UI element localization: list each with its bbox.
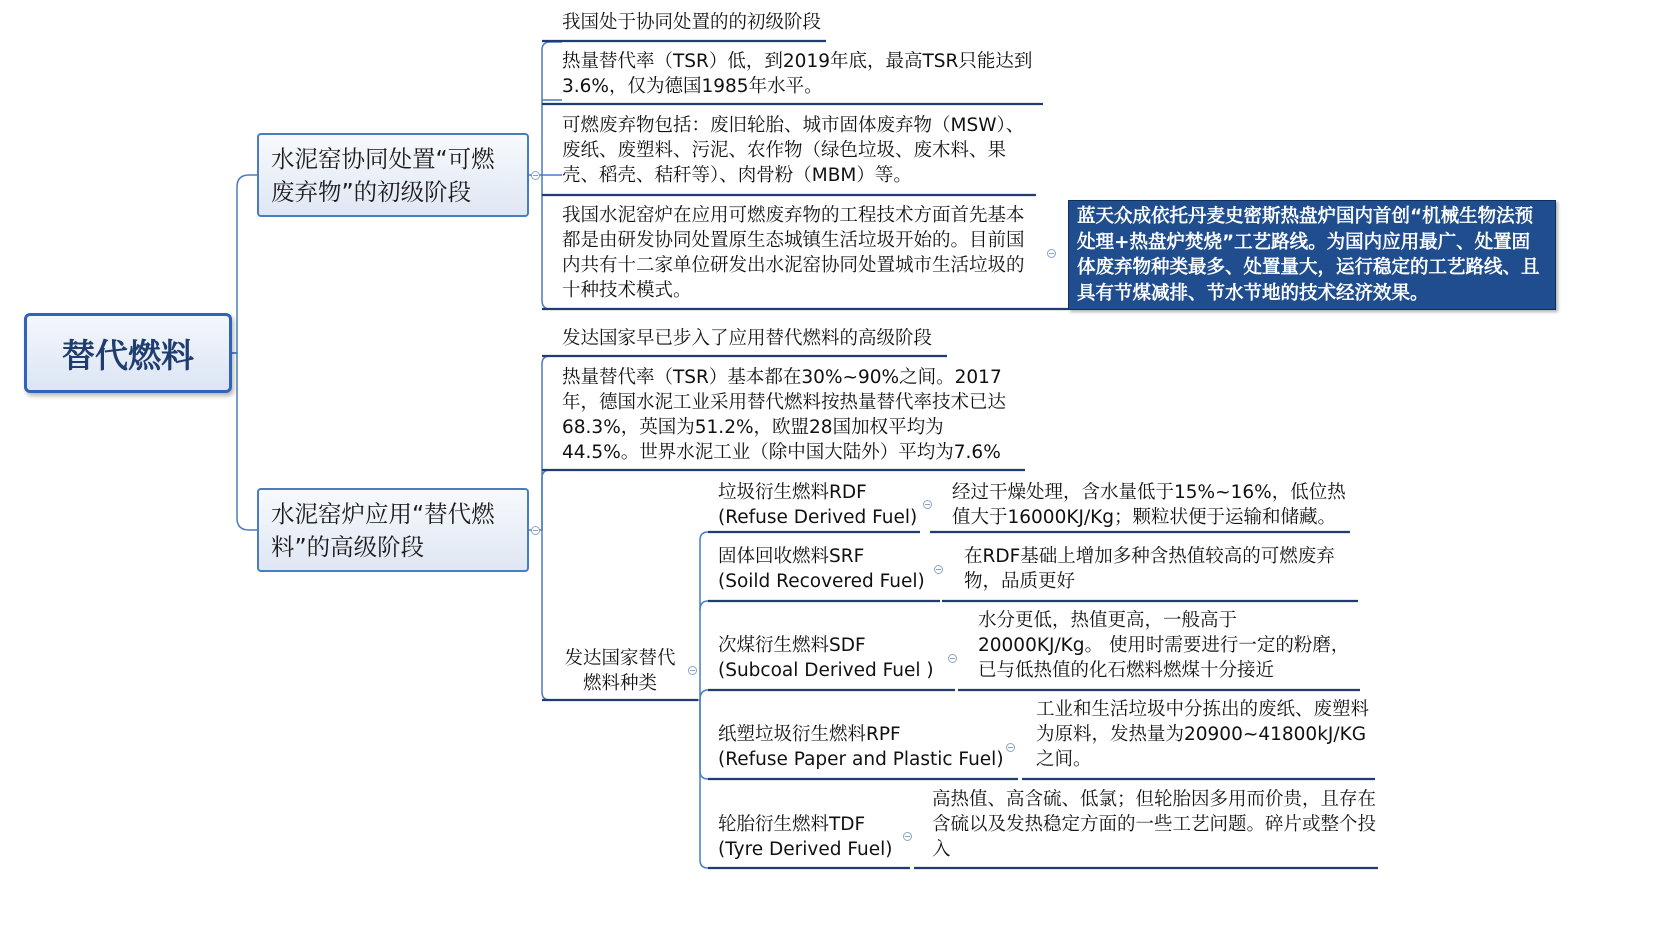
initial-item-3[interactable]: 可燃废弃物包括：废旧轮胎、城市固体废弃物（MSW）、废纸、废塑料、污泥、农作物（绿色垃圾、废木料、果壳、稻壳、秸秆等）、肉骨粉（MBM）等。 (562, 115, 1025, 186)
fuel-type-srf-name: 固体回收燃料SRF (718, 546, 865, 567)
collapse-toggle-fuel-types[interactable] (688, 666, 697, 675)
highlight-note[interactable]: 蓝天众成依托丹麦史密斯热盘炉国内首创“机械生物法预处理+热盘炉焚烧”工艺路线。为国内应用最广、处置固体废弃物种类最多、处置量大，运行稳定的工艺路线、且具有节煤减排、节水节地的技术经济效果。 (1068, 200, 1556, 310)
fuel-type-srf-english: (Soild Recovered Fuel) (718, 571, 925, 592)
fuel-desc-sdf[interactable]: 水分更低，热值更高，一般高于20000KJ/Kg。 使用时需要进行一定的粉磨，已与低热值的化石燃料燃煤十分接近 (978, 610, 1350, 681)
fuel-type-rpf-name: 纸塑垃圾衍生燃料RPF (718, 724, 901, 745)
fuel-type-tdf-english: (Tyre Derived Fuel) (718, 839, 893, 860)
collapse-toggle-srf[interactable] (934, 565, 943, 574)
collapse-toggle-rdf[interactable] (923, 500, 932, 509)
fuel-types-label[interactable]: 发达国家替代燃料种类 (564, 648, 676, 694)
fuel-type-tdf[interactable] (718, 812, 903, 862)
fuel-type-tdf-name: 轮胎衍生燃料TDF (718, 814, 866, 835)
initial-item-4[interactable]: 我国水泥窑炉在应用可燃废弃物的工程技术方面首先基本都是由研发协同处置原生态城镇生活垃圾开始的。目前国内共有十二家单位研发出水泥窑协同处置城市生活垃圾的十种技术模式。 (562, 205, 1025, 301)
collapse-toggle-item4[interactable] (1047, 249, 1056, 258)
fuel-type-sdf-english: (Subcoal Derived Fuel ) (718, 660, 934, 681)
fuel-desc-rdf[interactable]: 经过干燥处理，含水量低于15%~16%，低位热值大于16000KJ/Kg；颗粒状便于运输和储藏。 (952, 482, 1346, 528)
collapse-toggle-branch2[interactable] (531, 526, 540, 535)
fuel-type-sdf-name: 次煤衍生燃料SDF (718, 635, 866, 656)
collapse-toggle-tdf[interactable] (903, 832, 912, 841)
initial-item-2[interactable]: 热量替代率（TSR）低，到2019年底，最高TSR只能达到3.6%，仅为德国1985年水平。 (562, 51, 1033, 97)
fuel-type-rdf-english: (Refuse Derived Fuel) (718, 507, 918, 528)
fuel-desc-srf[interactable]: 在RDF基础上增加多种含热值较高的可燃废弃物，品质更好 (964, 546, 1335, 592)
root-topic[interactable]: 替代燃料 (24, 313, 232, 393)
fuel-type-rpf-english: (Refuse Paper and Plastic Fuel) (718, 749, 1004, 770)
branch-initial-stage[interactable]: 水泥窑协同处置“可燃废弃物”的初级阶段 (257, 133, 529, 217)
fuel-type-srf[interactable] (718, 544, 933, 594)
fuel-desc-tdf[interactable]: 高热值、高含硫、低氯；但轮胎因多用而价贵，且存在含硫以及发热稳定方面的一些工艺问题。碎片或整个投入 (932, 789, 1377, 860)
fuel-desc-rpf[interactable]: 工业和生活垃圾中分拣出的废纸、废塑料为原料，发热量为20900~41800kJ/KG之间。 (1036, 699, 1370, 770)
fuel-type-rdf[interactable] (718, 480, 923, 530)
advanced-item-2[interactable]: 热量替代率（TSR）基本都在30%~90%之间。2017年，德国水泥工业采用替代燃料按热量替代率技术已达68.3%，英国为51.2%，欧盟28国加权平均为44.5%。世界水泥工业（除中国大陆外）平均为7.6% (562, 367, 1007, 463)
collapse-toggle-sdf[interactable] (948, 654, 957, 663)
collapse-toggle-branch1[interactable] (531, 171, 540, 180)
initial-item-1[interactable]: 我国处于协同处置的的初级阶段 (562, 12, 822, 33)
advanced-item-1[interactable]: 发达国家早已步入了应用替代燃料的高级阶段 (562, 328, 933, 349)
branch-advanced-stage[interactable]: 水泥窑炉应用“替代燃料”的高级阶段 (257, 488, 529, 572)
fuel-type-rpf[interactable] (718, 722, 1008, 772)
fuel-type-rdf-name: 垃圾衍生燃料RDF (718, 482, 867, 503)
fuel-type-sdf[interactable] (718, 633, 948, 683)
